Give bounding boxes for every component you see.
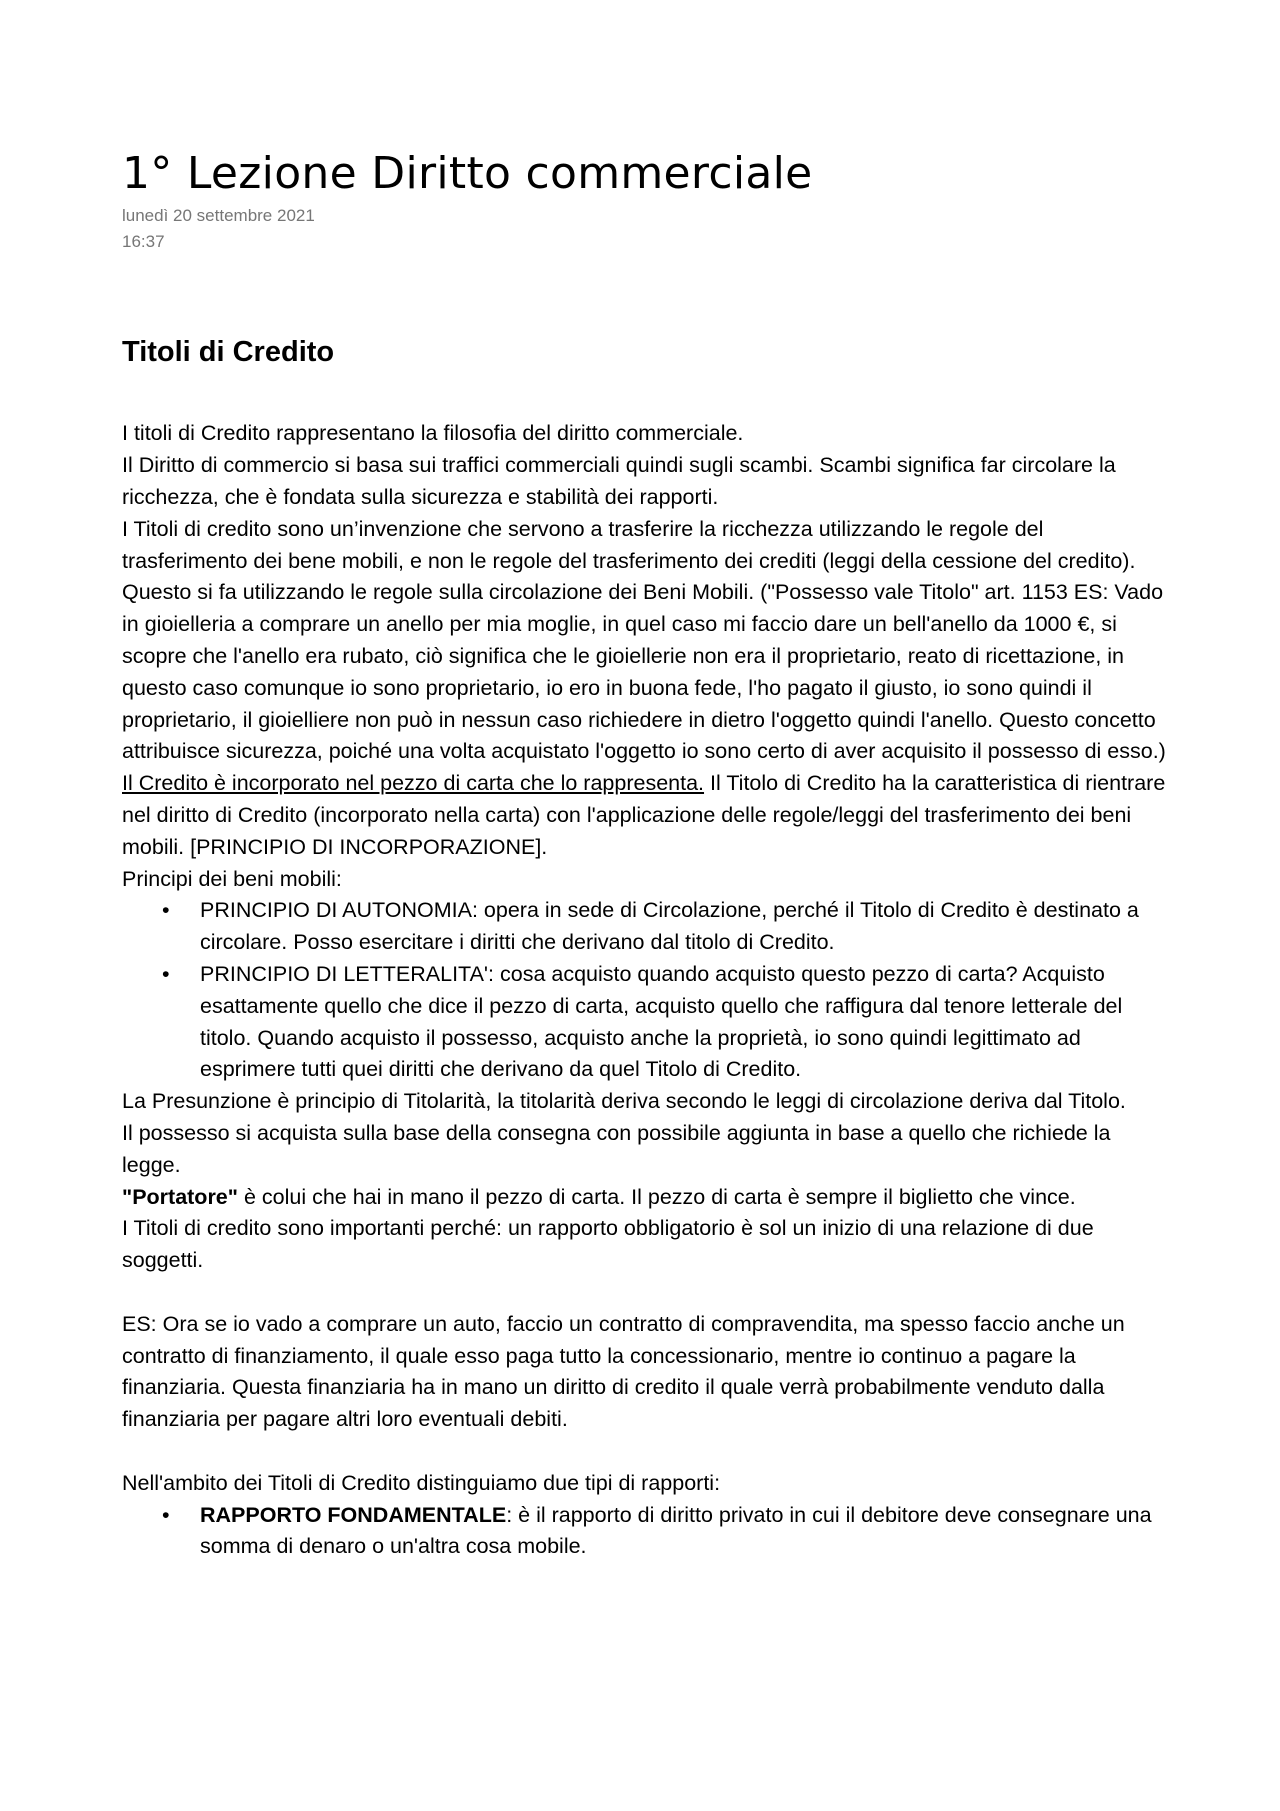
blank-line bbox=[122, 1436, 1172, 1468]
note-page bbox=[122, 148, 1172, 1563]
blank-line bbox=[122, 1277, 1172, 1309]
bold-text: RAPPORTO FONDAMENTALE bbox=[200, 1502, 507, 1527]
paragraph: I Titoli di credito sono un’invenzione che servono a trasferire la ricchezza utilizzando le regole del trasferimento dei bene mobili, e non le regole del trasferimento dei crediti (leggi della cessione del credito). bbox=[122, 516, 1136, 573]
paragraph-text: è colui che hai in mano il pezzo di carta. Il pezzo di carta è sempre il biglietto che vince. bbox=[237, 1184, 1076, 1209]
paragraph: I titoli di Credito rappresentano la filosofia del diritto commerciale. bbox=[122, 421, 744, 446]
paragraph: Il possesso si acquista sulla base della consegna con possibile aggiunta in base a quello che richiede la legge. bbox=[122, 1121, 1111, 1177]
bold-text: "Portatore" bbox=[122, 1184, 238, 1209]
note-title: 1° Lezione Diritto commerciale bbox=[122, 148, 813, 199]
note-body bbox=[122, 418, 1172, 1563]
list-item: • PRINCIPIO DI AUTONOMIA: opera in sede di Circolazione, perché il Titolo di Credito è destinato a circolare. Posso esercitare i diritti che derivano dal titolo di Credito. bbox=[200, 895, 1172, 959]
bullet-list bbox=[122, 1500, 1172, 1564]
underlined-text: Il Credito è incorporato nel pezzo di carta che lo rappresenta. bbox=[122, 771, 705, 796]
paragraph: I Titoli di credito sono importanti perché: un rapporto obbligatorio è sol un inizio di una relazione di due soggetti. bbox=[122, 1216, 1094, 1273]
paragraph bbox=[122, 1182, 1172, 1214]
paragraph: Principi dei beni mobili: bbox=[122, 866, 342, 891]
note-date: lunedì 20 settembre 2021 bbox=[122, 205, 315, 225]
paragraph: Il Diritto di commercio si basa sui traffici commerciali quindi sugli scambi. Scambi significa far circolare la ricchezza, che è fondata sulla sicurezza e stabilità dei rapporti. bbox=[122, 453, 1116, 510]
paragraph: Questo si fa utilizzando le regole sulla circolazione dei Beni Mobili. ("Possesso vale Titolo" art. 1153 ES: Vado in gioielleria a comprare un anello per mia moglie, in quel caso mi faccio dare un bell'anello da 1000 €, si scopre che l'anello era rubato, ciò significa che le gioiellerie non era il proprietario, reato di ricettazione, in questo caso comunque io sono proprietario, io ero in buona fede, l'ho pagato il giusto, io sono quindi il proprietario, il gioielliere non può in nessun caso richiedere in dietro l'oggetto quindi l'anello. Questo concetto attribuisce sicurezza, poiché una volta acquistato l'oggetto io sono certo di aver acquisito il possesso di esso.) bbox=[122, 580, 1166, 764]
paragraph: Nell'ambito dei Titoli di Credito distinguiamo due tipi di rapporti: bbox=[122, 1470, 721, 1495]
list-item: • PRINCIPIO DI LETTERALITA': cosa acquisto quando acquisto questo pezzo di carta? Acquisto esattamente quello che dice il pezzo di carta, acquisto quello che raffigura dal tenore letterale del titolo. Quando acquisto il possesso, acquisto anche la proprietà, io sono quindi legittimato ad esprimere tutti quei diritti che derivano da quel Titolo di Credito. bbox=[200, 959, 1172, 1086]
paragraph-text: Il Titolo di Credito ha la caratteristica di rientrare nel diritto di Credito (incorporato nella carta) con l'applicazione delle regole/leggi del trasferimento dei beni mobili. [PRINCIPIO DI INCORPORAZIONE]. bbox=[122, 771, 1166, 859]
note-time: 16:37 bbox=[122, 231, 165, 251]
section-heading: Titoli di Credito bbox=[122, 335, 335, 368]
bullet-list bbox=[122, 895, 1172, 1086]
list-item-text: : è il rapporto di diritto privato in cui il debitore deve consegnare una somma di denaro o un'altra cosa mobile. bbox=[200, 1502, 1152, 1559]
paragraph: ES: Ora se io vado a comprare un auto, faccio un contratto di compravendita, ma spesso faccio anche un contratto di finanziamento, il quale esso paga tutto la concessionario, mentre io continuo a pagare la finanziaria. Questa finanziaria ha in mano un diritto di credito il quale verrà probabilmente venduto dalla finanziaria per pagare altri loro eventuali debiti. bbox=[122, 1311, 1125, 1432]
paragraph bbox=[122, 768, 1172, 863]
list-item bbox=[200, 1500, 1172, 1564]
paragraph: La Presunzione è principio di Titolarità, la titolarità deriva secondo le leggi di circolazione deriva dal Titolo. bbox=[122, 1089, 1126, 1114]
